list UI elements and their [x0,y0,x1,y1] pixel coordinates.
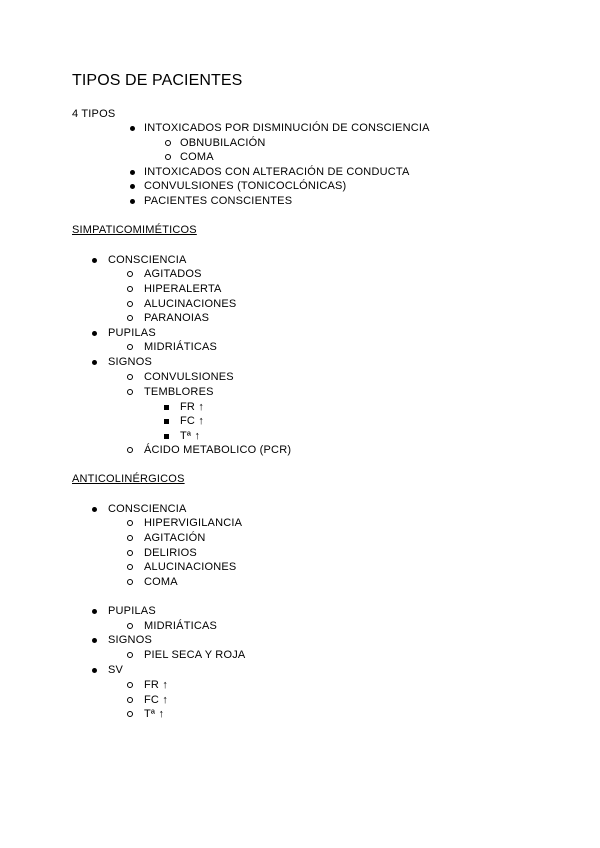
list-item: SIGNOS [108,356,152,368]
list-item: ALUCINACIONES [144,298,237,310]
list-item: TEMBLORES [144,386,214,398]
circle-bullet-icon [124,560,136,574]
list-item: MIDRIÁTICAS [144,341,218,353]
list-item: MIDRIÁTICAS [144,620,218,632]
circle-bullet-icon [124,693,136,707]
list-item: Tª ↑ [144,708,165,720]
circle-bullet-icon [124,575,136,589]
square-bullet-icon [160,429,172,443]
list-item: ALUCINACIONES [144,561,237,573]
circle-bullet-icon [162,136,174,150]
page-title: TIPOS DE PACIENTES [72,72,243,89]
list-item: COMA [144,576,178,588]
list-item: Tª ↑ [180,430,201,442]
list-item: CONVULSIONES (TONICOCLÓNICAS) [144,180,347,192]
circle-bullet-icon [124,282,136,296]
circle-bullet-icon [124,531,136,545]
circle-bullet-icon [124,267,136,281]
list-item: INTOXICADOS POR DISMINUCIÓN DE CONSCIENCIA [144,122,430,134]
list-item: PACIENTES CONSCIENTES [144,195,293,207]
list-item: PIEL SECA Y ROJA [144,649,246,661]
list-item: FC ↑ [144,694,169,706]
list-item: AGITACIÓN [144,532,206,544]
list-item: ÁCIDO METABOLICO (PCR) [144,444,292,456]
intro-label: 4 TIPOS [72,108,116,120]
circle-bullet-icon [124,619,136,633]
list-item: HIPERALERTA [144,283,222,295]
disc-bullet-icon [126,121,138,135]
section-heading-anticolinergicos: ANTICOLINÉRGICOS [72,473,185,485]
circle-bullet-icon [124,707,136,721]
square-bullet-icon [160,400,172,414]
circle-bullet-icon [124,370,136,384]
disc-bullet-icon [88,253,100,267]
list-item: PUPILAS [108,327,156,339]
disc-bullet-icon [88,326,100,340]
circle-bullet-icon [162,150,174,164]
list-item: CONSCIENCIA [108,503,187,515]
list-item: FC ↑ [180,415,205,427]
list-item: HIPERVIGILANCIA [144,517,243,529]
section-heading-simpaticomimeticos: SIMPATICOMIMÉTICOS [72,224,197,236]
circle-bullet-icon [124,340,136,354]
list-item: COMA [180,151,214,163]
circle-bullet-icon [124,311,136,325]
list-item: INTOXICADOS CON ALTERACIÓN DE CONDUCTA [144,166,410,178]
circle-bullet-icon [124,385,136,399]
list-item: PUPILAS [108,605,156,617]
list-item: DELIRIOS [144,547,197,559]
disc-bullet-icon [88,633,100,647]
circle-bullet-icon [124,678,136,692]
square-bullet-icon [160,414,172,428]
disc-bullet-icon [88,355,100,369]
list-item: CONSCIENCIA [108,254,187,266]
list-item: AGITADOS [144,268,202,280]
list-item: CONVULSIONES [144,371,234,383]
circle-bullet-icon [124,648,136,662]
list-item: FR ↑ [144,679,169,691]
circle-bullet-icon [124,546,136,560]
disc-bullet-icon [126,179,138,193]
list-item: OBNUBILACIÓN [180,137,266,149]
disc-bullet-icon [88,663,100,677]
circle-bullet-icon [124,297,136,311]
disc-bullet-icon [126,194,138,208]
list-item: SIGNOS [108,634,152,646]
list-item: FR ↑ [180,401,205,413]
disc-bullet-icon [88,502,100,516]
circle-bullet-icon [124,516,136,530]
list-item: PARANOIAS [144,312,210,324]
disc-bullet-icon [126,165,138,179]
disc-bullet-icon [88,604,100,618]
list-item: SV [108,664,124,676]
circle-bullet-icon [124,443,136,457]
